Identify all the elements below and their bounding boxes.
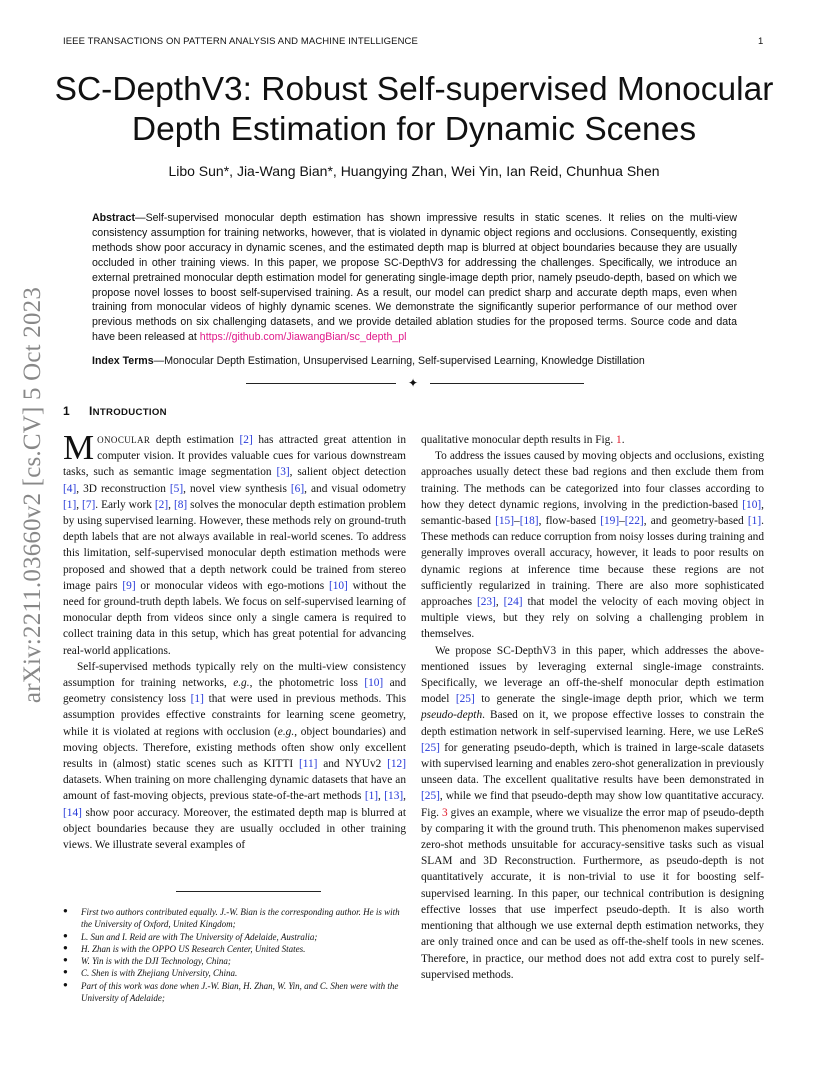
bullet-icon: ● — [63, 942, 68, 952]
citation-link[interactable]: [12] — [387, 758, 407, 771]
citation-link[interactable]: [1] — [63, 498, 77, 511]
citation-link[interactable]: [8] — [173, 498, 188, 511]
index-terms-label: Index Terms — [92, 355, 154, 367]
figure-link[interactable]: 3 — [441, 806, 448, 819]
footnote-item: ● W. Yin is with the DJI Technology, China; — [63, 955, 231, 967]
footnotes — [63, 906, 408, 1004]
citation-link[interactable]: [14] — [63, 806, 82, 819]
citation-link[interactable]: [25] — [455, 693, 475, 706]
intro-paragraph-2: Self-supervised methods typically rely on the multi-view consistency assumption for training networks, e.g., the photometric loss [10] and geometry consistency loss [1] that were used in previous methods. This assumption provides effective constraints for learning scene geometry, while it is violated at regions with occlusion (e.g., object boundaries) and moving objects. Therefore, existing methods often show only excellent results in (almost) static scenes such as KITTI [11] and NYUv2 [12] datasets. When training on more challenging dynamic datasets that have an amount of fast-moving objects, previous state-of-the-art methods [1], [13], [14] show poor accuracy. Moreover, the estimated depth map is blurred at object boundaries because they are usually occluded in other training views. We illustrate several examples of — [63, 660, 407, 852]
footnote-item: ● C. Shen is with Zhejiang University, China. — [63, 967, 238, 979]
running-header: IEEE TRANSACTIONS ON PATTERN ANALYSIS AND MACHINE INTELLIGENCE — [63, 36, 418, 47]
bullet-icon: ● — [63, 906, 68, 915]
section-heading-introduction — [63, 404, 167, 418]
abstract-label: Abstract — [92, 212, 135, 224]
citation-link[interactable]: [25] — [421, 741, 440, 754]
source-code-link[interactable]: https://github.com/JiawangBian/sc_depth_pl — [199, 331, 407, 344]
italic-text: pseudo-depth — [421, 709, 483, 722]
right-column — [421, 432, 764, 983]
section-number: 1 — [63, 404, 70, 418]
citation-link[interactable]: [10] — [328, 579, 348, 592]
citation-link[interactable]: [11] — [298, 758, 318, 771]
section-divider — [246, 377, 586, 389]
arxiv-stamp — [18, 286, 48, 704]
index-terms — [92, 354, 737, 369]
drop-cap: M — [63, 428, 95, 467]
footnote-item: ● Part of this work was done when J.-W. Bian, H. Zhan, W. Yin, and C. Shen were with the University of Adelaide; — [63, 979, 399, 1004]
footnote-item: ● H. Zhan is with the OPPO US Research Center, United States. — [63, 942, 306, 954]
left-column — [63, 428, 407, 853]
section-title-rest: NTRODUCTION — [92, 407, 167, 418]
citation-link[interactable]: [10] — [364, 677, 384, 690]
bullet-icon: ● — [63, 967, 68, 977]
citation-link[interactable]: [3] — [276, 466, 290, 479]
citation-link[interactable]: [4] — [63, 482, 77, 495]
citation-link[interactable]: [2] — [239, 434, 253, 446]
citation-link[interactable]: [24] — [503, 596, 523, 609]
divider-diamond-icon: ✦ — [408, 376, 419, 390]
italic-text: e.g. — [277, 725, 295, 738]
drop-cap-continuation: ONOCULAR — [97, 435, 151, 445]
author-list: Libo Sun*, Jia-Wang Bian*, Huangying Zhan, Wei Yin, Ian Reid, Chunhua Shen — [168, 163, 660, 179]
bullet-icon: ● — [63, 979, 68, 989]
intro-paragraph-5: We propose SC-DepthV3 in this paper, which addresses the above-mentioned issues by leveraging external single-image constraints. Specifically, we leverage an off-the-shelf monocular depth estimation model [25] to generate the single-image depth prior, which we term pseudo-depth. Based on it, we propose effective losses to constrain the depth estimation network in self-supervised learning. Here, we use LeReS [25] for generating pseudo-depth, which is trained in large-scale datasets with supervised learning and enables zero-shot generalization in previously unseen data. The excellent qualitative results have been demonstrated in [25], while we find that pseudo-depth may show low quantitative accuracy. Fig. 3 gives an example, where we visualize the error map of pseudo-depth by comparing it with the ground truth. This phenomenon makes supervised zero-shot methods unsuitable for accuracy-sensitive tasks such as visual SLAM and 3D Reconstruction. Furthermore, as pseudo-depth is not quantitatively accurate, it is non-trivial to use it for boosting self-supervised learning. In this paper, our technical contribution is designing effective losses that use imperfect pseudo-depth. It is also worth mentioning that although we use external depth estimation networks, they are only trained once and can be used as off-the-shelf tools in new scenes. Therefore, in practice, our method does not add extra cost to purely self-supervised methods. — [421, 644, 764, 981]
citation-link[interactable]: [15] — [495, 515, 515, 528]
citation-link[interactable]: [5] — [169, 482, 184, 495]
citation-link[interactable]: [9] — [122, 579, 136, 592]
arxiv-stamp-text: arXiv:2211.03660v2 [cs.CV] 5 Oct 2023 — [19, 286, 46, 704]
divider-line-right — [430, 383, 584, 384]
citation-link[interactable]: [23] — [476, 596, 496, 609]
footnote-rule — [176, 891, 321, 892]
citation-link[interactable]: [1] — [190, 693, 204, 706]
citation-link[interactable]: [18] — [519, 515, 539, 528]
citation-link[interactable]: [6] — [290, 482, 305, 495]
intro-paragraph-3: qualitative monocular depth results in Fig. 1. — [421, 434, 625, 446]
figure-link[interactable]: 1 — [616, 434, 622, 446]
bullet-icon: ● — [63, 955, 68, 965]
intro-paragraph-4: To address the issues caused by moving objects and occlusions, existing approaches usually detect these bad regions and then exclude them from training. The methods can be categorized into four classes according to how they detect dynamic regions, involving in the prediction-based [10], semantic-based [15]–[18], flow-based [19]–[22], and geometry-based [1]. These methods can reduce corruption from noisy losses during training and generally improves overall accuracy, however, it leads to poor results on dynamic regions at inference time because these regions are not sufficiently regularized in training. There are also more sophisticated approaches [23], [24] that model the velocity of each moving object in multiple views, but they rely on solving a challenging problem in themselves. — [421, 450, 765, 641]
italic-text: e.g. — [233, 677, 250, 690]
index-terms-text: —Monocular Depth Estimation, Unsupervised Learning, Self-supervised Learning, Knowledge Distillation — [153, 355, 645, 367]
citation-link[interactable]: [2] — [154, 498, 169, 511]
citation-link[interactable]: [13] — [384, 790, 404, 803]
citation-link[interactable]: [1] — [364, 790, 379, 803]
footnote-item: ● First two authors contributed equally. J.-W. Bian is the corresponding author. He is with the University of Oxford, United Kingdom; — [63, 906, 400, 930]
citation-link[interactable]: [1] — [747, 515, 762, 528]
citation-link[interactable]: [10] — [742, 498, 762, 511]
citation-link[interactable]: [25] — [421, 790, 440, 803]
footnote-item: ● L. Sun and I. Reid are with The University of Adelaide, Australia; — [63, 930, 318, 942]
page-number: 1 — [758, 36, 764, 47]
bullet-icon: ● — [63, 930, 68, 940]
divider-line-left — [246, 383, 396, 384]
paper-title: SC-DepthV3: Robust Self-supervised Monocular Depth Estimation for Dynamic Scenes — [54, 71, 774, 148]
citation-link[interactable]: [7] — [82, 498, 96, 511]
citation-link[interactable]: [22] — [624, 515, 644, 528]
abstract — [92, 211, 737, 345]
citation-link[interactable]: [19] — [600, 515, 620, 528]
section-title-initial: I — [89, 404, 93, 418]
abstract-text: —Self-supervised monocular depth estimation has shown impressive results in static scenes. It relies on the multi-view consistency assumption for training networks, however, that is violated in dynamic object regions and occlusions. Consequently, existing methods show poor accuracy in dynamic scenes, and the estimated depth map is blurred at object boundaries because they are usually occluded in other training views. In this paper, we propose SC-DepthV3 for addressing the challenges. Specifically, we introduce an external pretrained monocular depth estimation model for generating single-image depth prior, namely pseudo-depth, based on which we propose novel losses to boost self-supervised training. As a result, our model can predict sharp and accurate depth maps, even when training from monocular videos of highly dynamic scenes. We demonstrate the significantly superior performance of our method over previous methods on six challenging datasets, and we provide detailed ablation studies for the proposed terms. Source code and data have been released at — [92, 212, 737, 344]
intro-paragraph-1: MONOCULAR depth estimation [2] has attracted great attention in computer vision. It provides valuable cues for various downstream tasks, such as semantic image segmentation [3], salient object detection [4], 3D reconstruction [5], novel view synthesis [6], and visual odometry [1], [7]. Early work [2], [8] solves the monocular depth estimation problem by using supervised learning. However, these methods rely on ground-truth depth labels that are not always available in real-world scenes. To address this limitation, self-supervised monocular depth estimation methods were proposed and showed that a depth network could be trained from stereo image pairs [9] or monocular videos with ego-motions [10] without the need for ground-truth depth labels. We focus on self-supervised learning of monocular depth from videos since only a single camera is required to collect training data in this setup, which has great potential for advancing real-world applications. — [63, 428, 406, 657]
